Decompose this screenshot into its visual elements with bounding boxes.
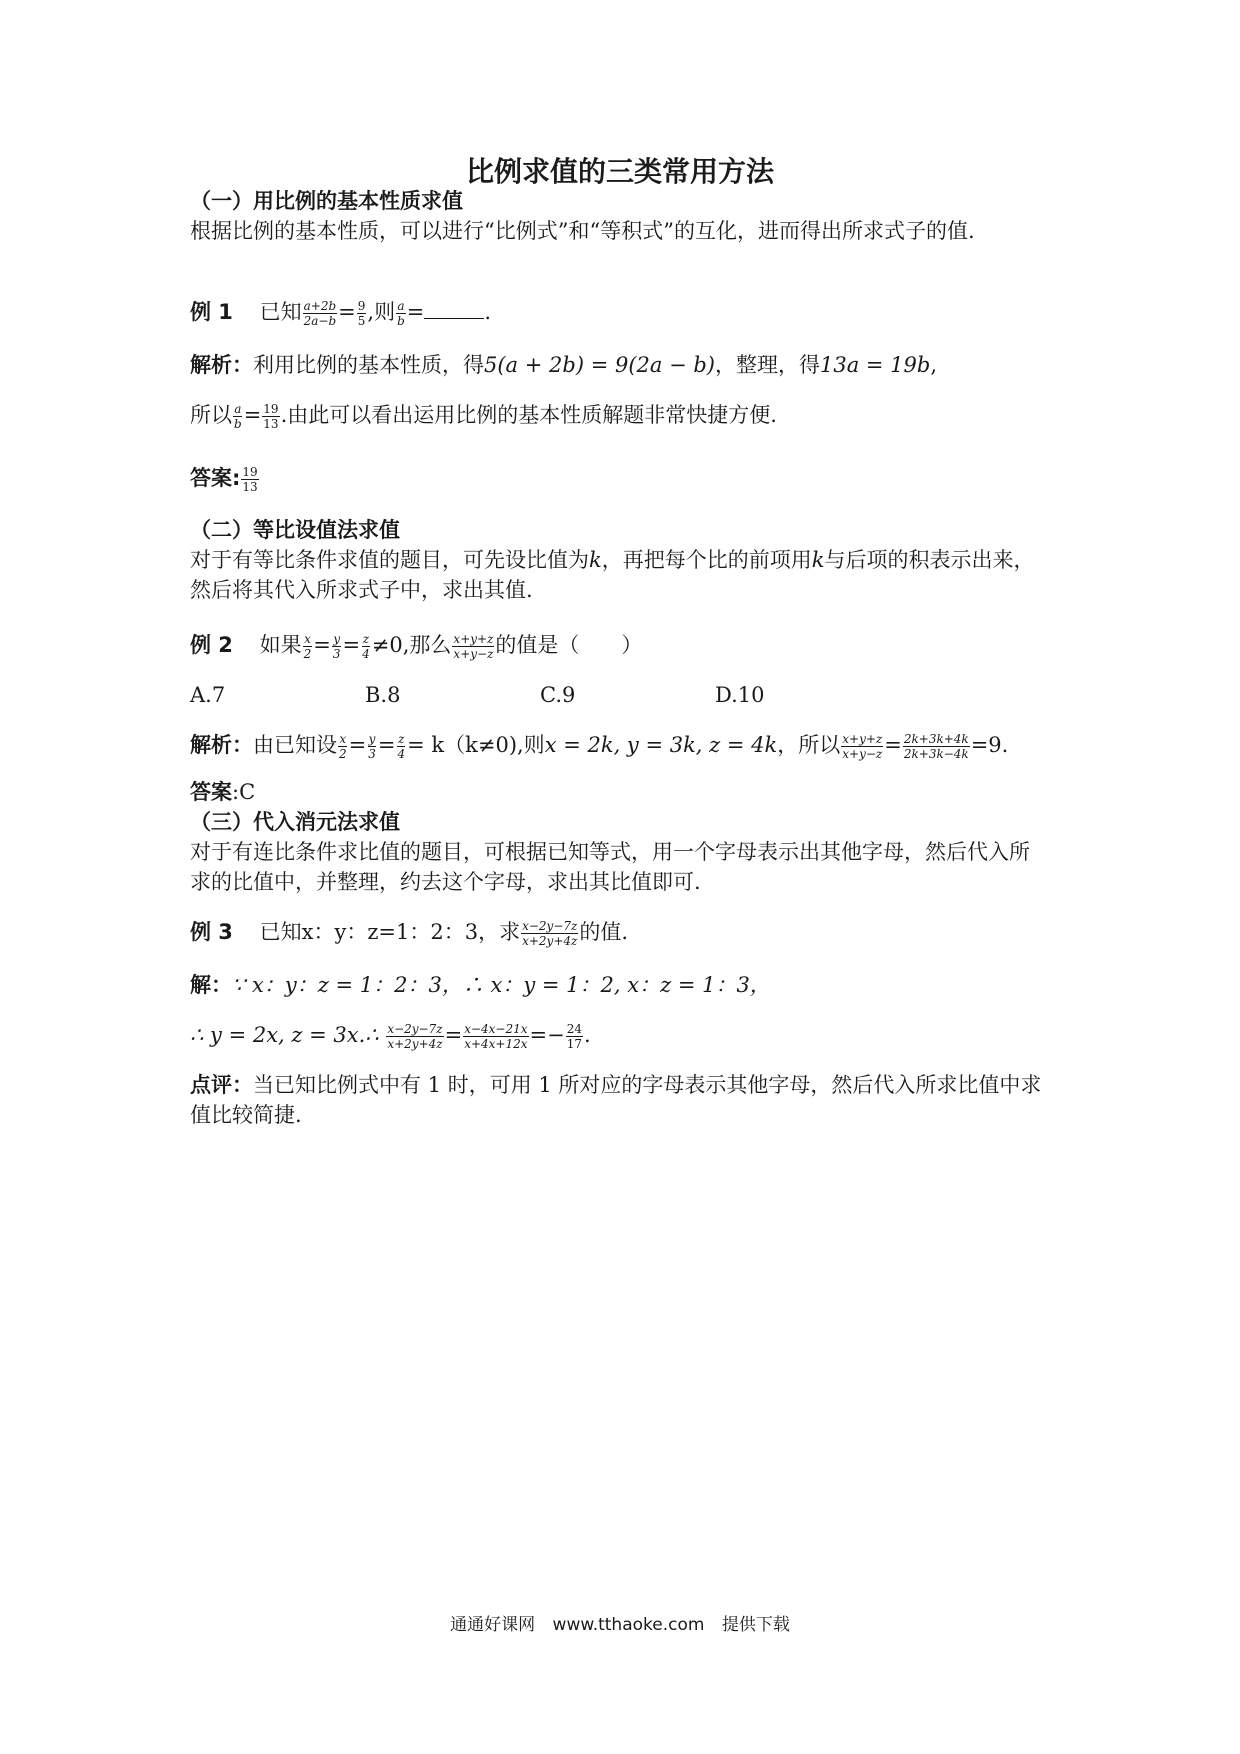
answer-1 [190, 463, 1070, 494]
comment-label: 点评： [190, 1073, 253, 1097]
answer-label: 答案: [190, 466, 241, 490]
solution-2: 解析：由已知设 $\frac{x}{2}$ = $\frac{y}{3}$ = $\frac{z}{4}$ = k（k≠0),则x = 2k, y = 3k, z = 4k，所以 $\frac{x+y+z}{x+y-z}$ = $\frac{2k+3k+4k}{2k+3k-4k}$ =9. [190, 732, 1009, 761]
answer-blank [424, 300, 484, 319]
option-a: A.7 [190, 683, 226, 707]
fraction: $\frac{z}{4}$ [362, 632, 370, 661]
fraction: $\frac{x}{2}$ [339, 732, 347, 761]
fraction: $\frac{24}{17}$ [566, 1022, 582, 1051]
equation: 5(a + 2b) = 9(2a − b) [484, 353, 715, 377]
solution-label: 解： [190, 973, 232, 997]
options-2 [190, 680, 1070, 710]
page-footer [0, 1610, 1240, 1635]
fraction: $\frac{2k+3k+4k}{2k+3k-4k}$ [903, 732, 969, 761]
fraction: $\frac{19}{13}$ [263, 402, 279, 431]
solution-label: 解析： [190, 733, 253, 757]
footer-note: 提供下载 [721, 1615, 790, 1635]
fraction: $\frac{19}{13}$ [242, 465, 258, 494]
fraction: $\frac{y}{3}$ [368, 732, 376, 761]
fraction: $\frac{a}{b}$ [397, 299, 405, 328]
fraction: $\frac{a+2b}{2a-b}$ [303, 299, 337, 328]
comment-3: 点评：当已知比例式中有 1 时，可用 1 所对应的字母表示其他字母，然后代入所求比值中求值比较简捷. [190, 1073, 1042, 1127]
equation: x = 2k, y = 3k, z = 4k [544, 733, 778, 757]
section-heading-2: （二）等比设值法求值 [190, 518, 400, 542]
answer-label: 答案 [190, 780, 232, 804]
fraction: $\frac{y}{3}$ [332, 632, 341, 661]
solution-1: 解析：利用比例的基本性质，得5(a + 2b) = 9(2a − b)，整理，得13a = 19b, [190, 353, 938, 377]
example-3: 例 3 已知x：y：z=1：2：3，求 $\frac{x-2y-7z}{x+2y+4z}$ 的值. [190, 919, 629, 948]
fraction: $\frac{9}{5}$ [357, 299, 366, 328]
example-label: 例 1 [190, 300, 233, 324]
example-label: 例 3 [190, 920, 233, 944]
section-intro-2: 对于有等比条件求值的题目，可先设比值为k，再把每个比的前项用k与后项的积表示出来，然后将其代入所求式子中，求出其值. [190, 548, 1035, 602]
footer-site-name: 通通好课网 [450, 1615, 536, 1635]
solution-1-continued: 所以 $\frac{a}{b}$ = $\frac{19}{13}$ .由此可以看出运用比例的基本性质解题非常快捷方便. [190, 402, 777, 431]
section-heading-3: （三）代入消元法求值 [190, 810, 400, 834]
section-intro-1: 根据比例的基本性质，可以进行“比例式”和“等积式”的互化，进而得出所求式子的值. [190, 219, 975, 243]
fraction: $\frac{x+y+z}{x+y-z}$ [842, 732, 883, 761]
answer-2: 答案:C [190, 780, 256, 804]
fraction: $\frac{z}{4}$ [397, 732, 406, 761]
solution-3: 解：∵ x：y：z = 1：2：3，∴ x：y = 1：2, x：z = 1：3， [190, 973, 771, 997]
fraction: $\frac{x-2y-7z}{x+2y+4z}$ [522, 919, 578, 948]
example-2: 例 2 如果 $\frac{x}{2}$ = $\frac{y}{3}$ = $\frac{z}{4}$ ≠0,那么 $\frac{x+y+z}{x+y-z}$ 的值是（ ） [190, 632, 643, 661]
fraction: $\frac{x-2y-7z}{x+2y+4z}$ [387, 1022, 443, 1051]
equation: 13a = 19b [819, 353, 931, 377]
footer-url[interactable]: www.tthaoke.com [552, 1615, 705, 1635]
option-b: B.8 [365, 683, 401, 707]
page-title: 比例求值的三类常用方法 [465, 155, 774, 188]
option-d: D.10 [715, 683, 765, 707]
solution-label: 解析： [190, 353, 253, 377]
section-intro-3: 对于有连比条件求比值的题目，可根据已知等式，用一个字母表示出其他字母，然后代入所求的比值中，并整理，约去这个字母，求出其比值即可. [190, 840, 1030, 894]
fraction: $\frac{x-4x-21x}{x+4x+12x}$ [464, 1022, 528, 1051]
option-c: C.9 [540, 683, 576, 707]
fraction: $\frac{x+y+z}{x+y-z}$ [453, 632, 494, 661]
fraction: $\frac{x}{2}$ [303, 632, 312, 661]
fraction: $\frac{a}{b}$ [234, 402, 242, 431]
solution-3-continued: ∴ y = 2x, z = 3x.∴ $\frac{x-2y-7z}{x+2y+4z}$ = $\frac{x-4x-21x}{x+4x+12x}$ =− $\frac{24}{17}$ . [190, 1022, 591, 1051]
example-1: 例 1 已知 $\frac{a+2b}{2a-b}$ = $\frac{9}{5}$ ,则 $\frac{a}{b}$ = . [190, 299, 492, 328]
section-heading-1: （一）用比例的基本性质求值 [190, 189, 463, 213]
example-label: 例 2 [190, 633, 233, 657]
